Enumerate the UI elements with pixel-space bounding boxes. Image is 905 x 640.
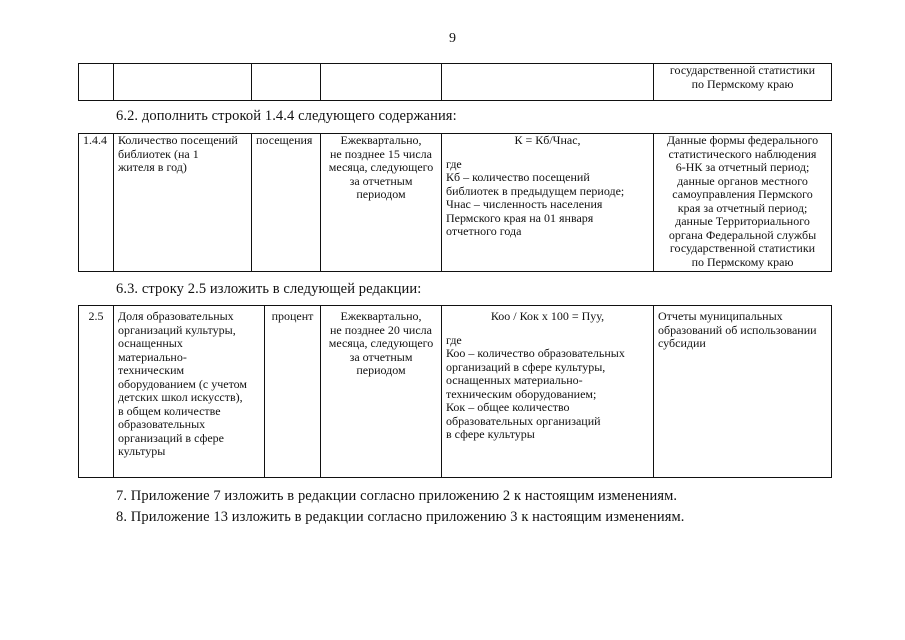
frequency-cell — [321, 134, 442, 272]
fragment-formula-cell — [442, 64, 654, 101]
formula-line: техническим оборудованием; — [446, 386, 597, 401]
source-line: данные Территориального — [675, 214, 810, 228]
formula-line: в сфере культуры — [446, 427, 535, 441]
frequency-line: не позднее 15 числа — [330, 146, 432, 161]
indicator-line: организаций культуры, — [118, 322, 236, 337]
formula-line: Чнас – численность населения — [446, 197, 603, 211]
indicator-line: Количество посещений — [118, 133, 238, 147]
indicator-line: оснащенных — [118, 336, 183, 350]
indicator-line: жителя в год) — [118, 160, 187, 174]
formula-cell — [442, 306, 654, 478]
row-number: 2.5 — [79, 306, 114, 478]
formula-line: Коо – количество образовательных — [446, 346, 625, 360]
source-line: Данные формы федерального — [666, 133, 819, 147]
table-fragment-top — [78, 63, 832, 101]
formula-where: где — [446, 332, 462, 347]
formula-line: Пермского края на 01 января — [446, 210, 594, 225]
frequency-line: за отчетным — [349, 349, 413, 364]
indicator-line: материально- — [118, 349, 187, 364]
source-line: государственной статистики — [669, 241, 816, 255]
formula-line: отчетного года — [446, 224, 522, 238]
source-line: самоуправления Пермского — [672, 187, 813, 201]
table-row-1-4-4 — [78, 133, 832, 272]
indicator-line: культуры — [118, 444, 166, 458]
frequency-line: периодом — [356, 363, 406, 377]
indicator-line: в общем количестве — [118, 403, 221, 418]
indicator-cell — [114, 134, 252, 272]
fragment-unit-cell — [252, 64, 321, 101]
item-7-text: 7. Приложение 7 изложить в редакции согласно приложению 2 к настоящим изменениям. — [116, 488, 678, 504]
frequency-line: Ежеквартально, — [340, 133, 422, 147]
indicator-line: оборудованием (с учетом — [118, 376, 248, 391]
indicator-line: организаций в сфере — [118, 430, 224, 445]
source-line: государственной статистики — [669, 63, 816, 77]
item-8-text: 8. Приложение 13 изложить в редакции согласно приложению 3 к настоящим изменениям. — [116, 509, 685, 525]
source-line: образований об использовании — [658, 322, 817, 337]
formula-where: где — [446, 156, 462, 171]
formula-line: библиотек в предыдущем периоде; — [446, 183, 625, 198]
source-line: данные органов местного — [677, 173, 808, 188]
frequency-line: за отчетным — [349, 173, 413, 188]
indicator-line: библиотек (на 1 — [118, 146, 199, 161]
section-6-3-heading: 6.3. строку 2.5 изложить в следующей редакции: — [116, 281, 422, 297]
indicator-cell — [114, 306, 265, 478]
formula-line: Кб – количество посещений — [446, 170, 590, 184]
source-line: статистического наблюдения — [668, 146, 817, 161]
unit-cell: процент — [265, 306, 321, 478]
indicator-line: детских школ искусств), — [118, 390, 243, 404]
fragment-source-cell — [654, 64, 832, 101]
indicator-line: Доля образовательных — [118, 309, 234, 323]
frequency-line: периодом — [356, 187, 406, 201]
frequency-cell — [321, 306, 442, 478]
row-number: 1.4.4 — [79, 134, 114, 272]
formula-line: организаций в сфере культуры, — [446, 359, 606, 374]
source-line: по Пермскому краю — [691, 254, 794, 269]
fragment-indicator-cell — [114, 64, 252, 101]
formula-cell — [442, 134, 654, 272]
source-line: по Пермскому краю — [691, 76, 794, 91]
source-line: Отчеты муниципальных — [658, 309, 783, 323]
frequency-line: Ежеквартально, — [340, 309, 422, 323]
source-line: органа Федеральной службы — [668, 227, 817, 242]
section-6-2-heading: 6.2. дополнить строкой 1.4.4 следующего содержания: — [116, 108, 457, 124]
source-line: края за отчетный период; — [677, 200, 808, 215]
formula-line: образовательных организаций — [446, 413, 601, 428]
frequency-line: месяца, следующего — [328, 160, 434, 174]
formula-line: оснащенных материально- — [446, 373, 583, 387]
frequency-line: не позднее 20 числа — [330, 322, 432, 337]
source-line: 6-НК за отчетный период; — [675, 160, 810, 174]
formula-expression: Коо / Кок х 100 = Пуу, — [490, 309, 605, 323]
table-row-2-5 — [78, 305, 832, 478]
source-cell — [654, 134, 832, 272]
indicator-line: техническим — [118, 363, 185, 377]
formula-line: Кок – общее количество — [446, 400, 570, 414]
formula-expression: К = Кб/Чнас, — [514, 133, 581, 147]
fragment-number-cell — [79, 64, 114, 101]
unit-cell: посещения — [252, 134, 321, 272]
fragment-frequency-cell — [321, 64, 442, 101]
source-cell — [654, 306, 832, 478]
page-number: 9 — [449, 31, 456, 46]
frequency-line: месяца, следующего — [328, 336, 434, 350]
source-line: субсидии — [658, 336, 706, 350]
indicator-line: образовательных — [118, 417, 206, 431]
